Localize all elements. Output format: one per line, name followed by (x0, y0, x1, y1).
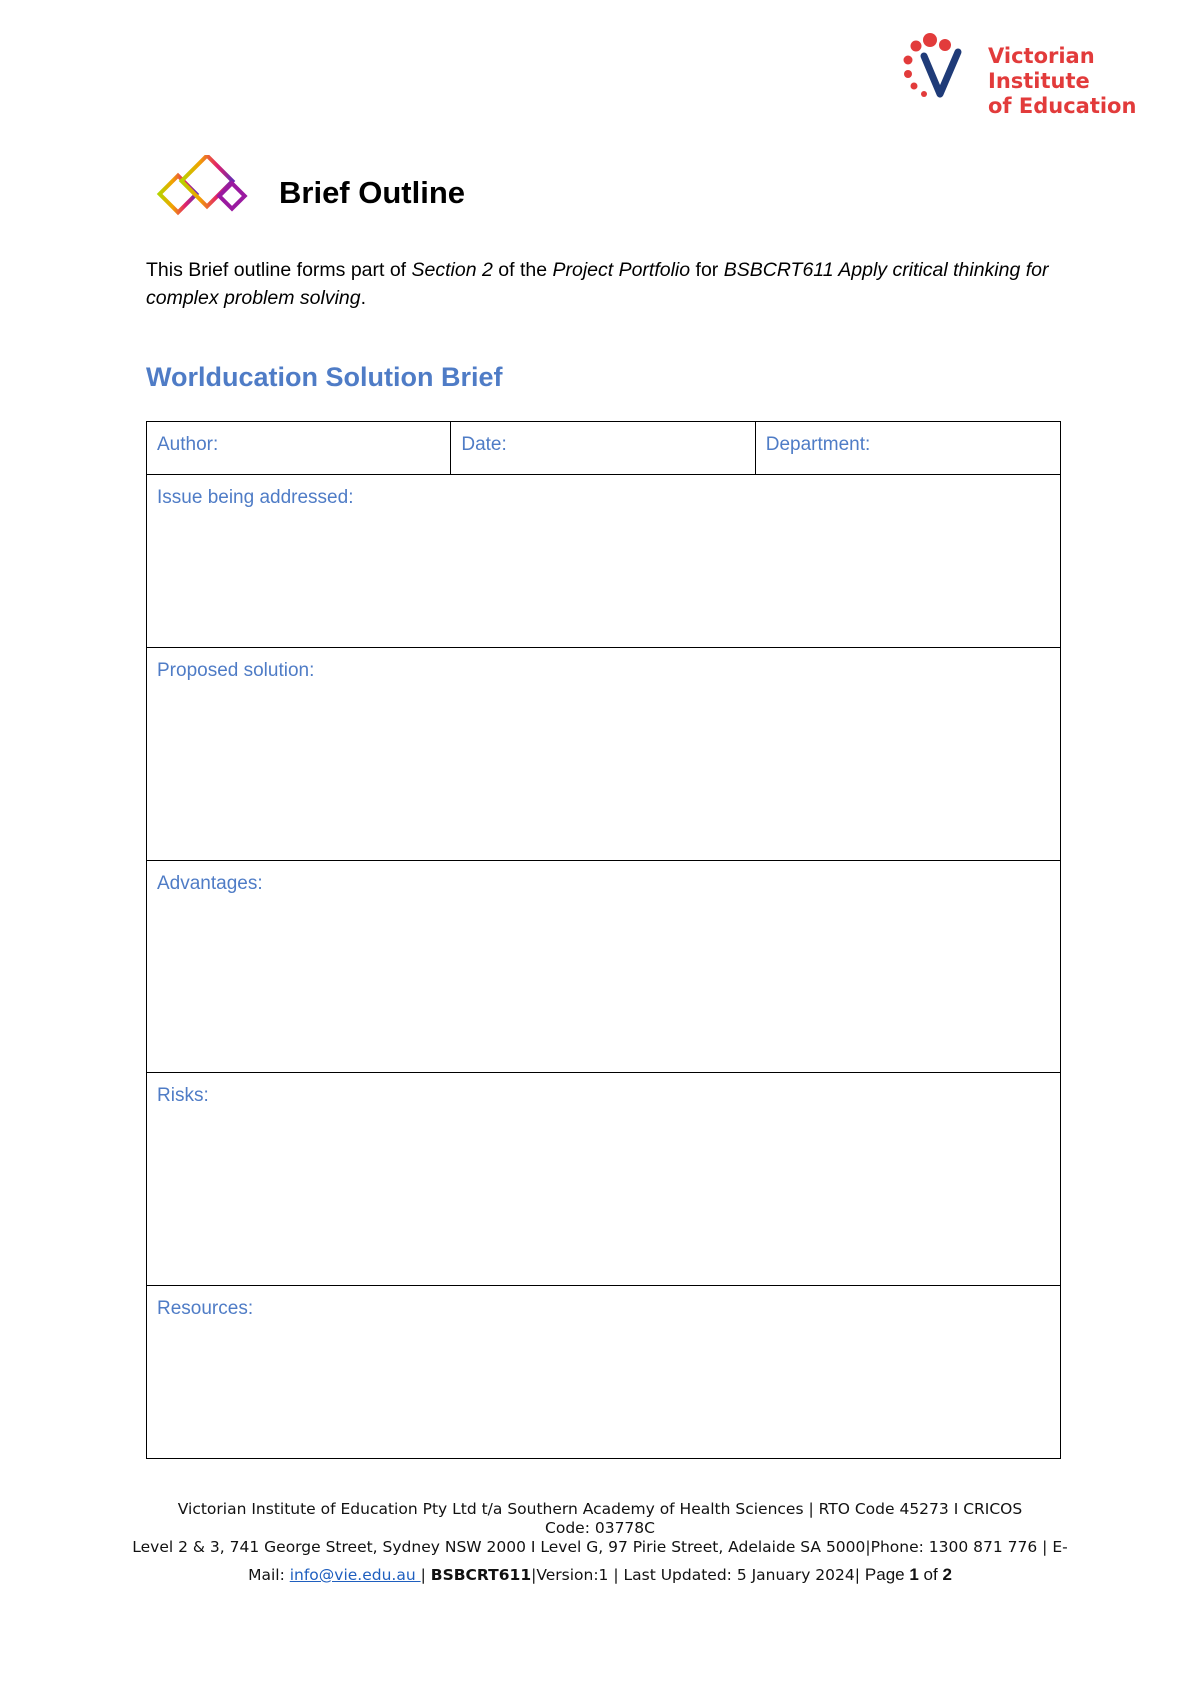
department-label: Department: (765, 434, 871, 455)
solution-brief-table (146, 421, 1061, 1459)
author-cell[interactable] (147, 422, 451, 475)
risks-cell[interactable] (147, 1073, 1061, 1286)
date-cell[interactable] (451, 422, 755, 475)
resources-label: Resources: (157, 1298, 254, 1319)
issue-cell[interactable] (147, 475, 1061, 648)
brief-header (155, 155, 855, 235)
department-cell[interactable] (755, 422, 1060, 475)
advantages-label: Advantages: (157, 873, 263, 894)
unit-code: BSBCRT611 (430, 1566, 532, 1584)
risks-label: Risks: (157, 1085, 209, 1106)
vie-logo (900, 30, 1190, 118)
footer-line4: Mail: info@vie.edu.au | BSBCRT611|Version:1 | Last Updated: 5 January 2024| Page 1 of 2 (248, 1565, 952, 1584)
email-link[interactable]: info@vie.edu.au (289, 1566, 421, 1584)
vie-logo-mark-icon (900, 30, 990, 110)
brief-intro: This Brief outline forms part of Section 2 of the Project Portfolio for BSBCRT611 Apply critical thinking for complex problem solving. (146, 259, 1049, 309)
footer-line1: Victorian Institute of Education Pty Ltd t/a Southern Academy of Health Sciences | RTO Code 45273 I CRICOS (177, 1500, 1023, 1518)
diamond-logo-icon (155, 155, 265, 235)
solution-cell[interactable] (147, 648, 1061, 861)
footer-line2: Code: 03778C (545, 1519, 655, 1537)
brief-title: Brief Outline (279, 175, 466, 210)
date-label: Date: (461, 434, 507, 455)
advantages-cell[interactable] (147, 861, 1061, 1073)
vie-logo-text: Victorian Institute of Education (988, 44, 1137, 118)
resources-cell[interactable] (147, 1286, 1061, 1459)
page-indicator: Page 1 of 2 (864, 1565, 952, 1584)
issue-label: Issue being addressed: (157, 487, 354, 508)
page-footer (100, 1500, 1100, 1585)
form-title: Worlducation Solution Brief (146, 362, 503, 392)
solution-label: Proposed solution: (157, 660, 315, 681)
author-label: Author: (157, 434, 219, 455)
footer-line3: Level 2 & 3, 741 George Street, Sydney NSW 2000 I Level G, 97 Pirie Street, Adelaide SA 5000|Phone: 1300 871 776 | E- (132, 1538, 1068, 1556)
